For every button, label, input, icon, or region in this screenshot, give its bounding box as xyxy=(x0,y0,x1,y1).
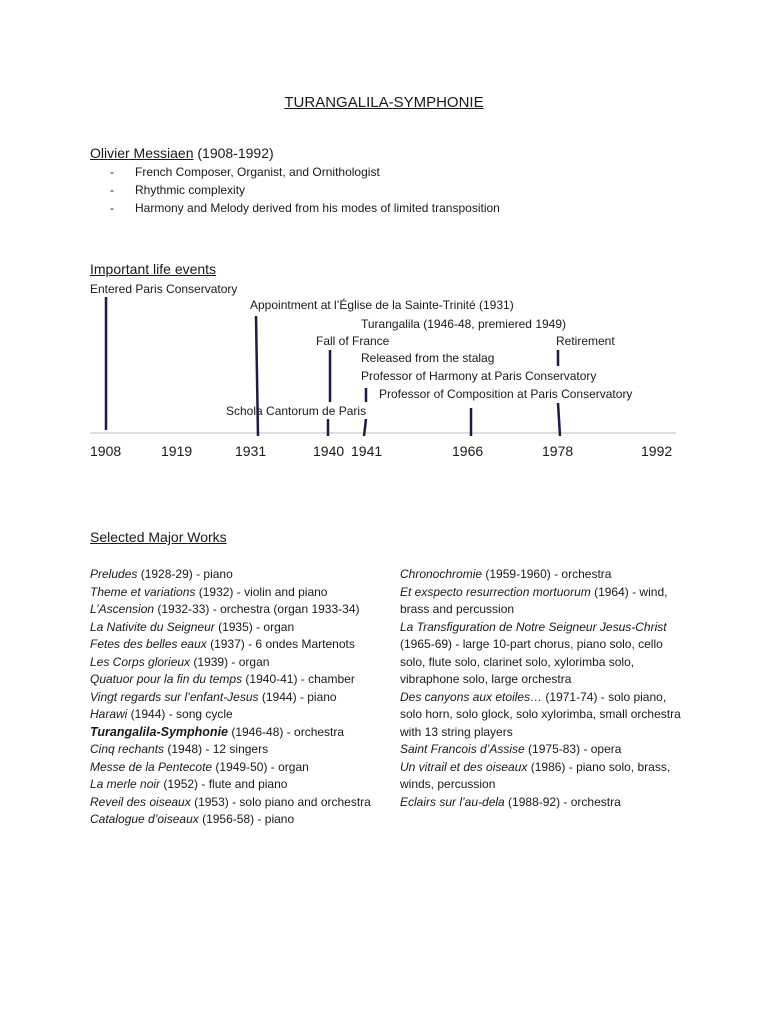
bullet-item: - Rhythmic complexity xyxy=(110,183,246,197)
work-details: (1986) - piano solo, brass, winds, percussion xyxy=(400,759,671,791)
marker-1978 xyxy=(558,403,560,436)
work-title: Reveil des oiseaux xyxy=(90,794,191,809)
work-title: L’Ascension xyxy=(90,602,155,616)
works-heading: Selected Major Works xyxy=(90,529,227,545)
work-details: (1953) - solo piano and orchestra xyxy=(190,794,371,809)
work-item xyxy=(90,776,380,794)
event-label-retirement: Retirement xyxy=(556,334,615,348)
work-details: (1946-48) - orchestra xyxy=(228,724,345,739)
page-title: TURANGALILA-SYMPHONIE xyxy=(284,94,484,111)
work-title: Turangalila-Symphonie xyxy=(90,724,228,739)
work-title: La merle noir xyxy=(90,777,161,791)
work-title: Theme et variations xyxy=(90,584,196,599)
work-details: (1940-41) - chamber xyxy=(242,672,355,686)
work-item xyxy=(90,811,380,829)
work-title: Fetes des belles eaux xyxy=(90,637,207,651)
work-item xyxy=(90,741,380,759)
work-item xyxy=(90,654,380,672)
year-label: 1966 xyxy=(452,443,484,459)
work-title: Les Corps glorieux xyxy=(90,654,191,669)
work-item xyxy=(400,794,684,812)
work-details: (1949-50) - organ xyxy=(212,759,309,774)
work-item xyxy=(400,689,684,742)
event-label-harmony: Professor of Harmony at Paris Conservatory xyxy=(361,369,597,383)
work-details: (1975-83) - opera xyxy=(524,742,622,756)
work-details: (1932-33) - orchestra (organ 1933-34) xyxy=(154,602,360,616)
event-label-trinite: Appointment at l’Église de la Sainte-Trinité (1931) xyxy=(250,298,514,312)
work-title: Cinq rechants xyxy=(90,742,165,756)
work-title: Catalogue d’oiseaux xyxy=(90,812,199,826)
life-events-heading: Important life events xyxy=(90,261,217,277)
marker-1931 xyxy=(256,316,258,436)
work-details: (1932) - violin and piano xyxy=(195,584,328,599)
work-details: (1944) - song cycle xyxy=(127,707,233,721)
work-item xyxy=(90,601,380,619)
year-label: 1941 xyxy=(351,443,383,459)
work-title: Des canyons aux etoiles… xyxy=(400,689,543,704)
work-title: Saint Francois d’Assise xyxy=(400,742,525,756)
work-item xyxy=(400,619,684,689)
work-details: (1965-69) - large 10-part chorus, piano solo, cello solo, flute solo, clarinet solo, xylorimba solo, vibraphone solo, large orchestra xyxy=(400,637,663,686)
composer-dates: (1908-1992) xyxy=(197,145,274,161)
event-label-fall-of-france: Fall of France xyxy=(316,334,390,348)
work-details: (1935) - organ xyxy=(214,619,295,634)
year-label: 1978 xyxy=(542,443,574,459)
work-title: Vingt regards sur l’enfant-Jesus xyxy=(90,689,259,704)
work-details: (1948) - 12 singers xyxy=(164,742,269,756)
work-title: La Transfiguration de Notre Seigneur Jesus-Christ xyxy=(400,619,667,634)
work-details: (1988-92) - orchestra xyxy=(504,794,621,809)
work-title: Preludes xyxy=(90,567,138,581)
year-label: 1919 xyxy=(161,443,193,459)
work-details: (1971-74) - solo piano, solo horn, solo glock, solo xylorimba, small orchestra with 13 string players xyxy=(400,689,681,739)
work-title: Harawi xyxy=(90,707,128,721)
work-title: Et exspecto resurrection mortuorum xyxy=(400,584,591,599)
work-title: Chronochromie xyxy=(400,567,483,581)
work-item xyxy=(90,794,380,812)
bullet-item: - Harmony and Melody derived from his modes of limited transposition xyxy=(110,201,500,215)
year-label: 1940 xyxy=(313,443,345,459)
year-label: 1992 xyxy=(641,443,673,459)
event-label-turangalila: Turangalila (1946-48, premiered 1949) xyxy=(361,317,567,331)
work-item xyxy=(90,636,380,654)
work-title: Quatuor pour la fin du temps xyxy=(90,672,243,686)
work-item xyxy=(400,759,684,794)
work-item xyxy=(400,584,684,619)
work-details: (1937) - 6 ondes Martenots xyxy=(206,637,355,651)
work-item xyxy=(90,724,380,742)
composer-name: Olivier Messiaen xyxy=(90,145,194,161)
work-details: (1944) - piano xyxy=(258,689,337,704)
work-details: (1939) - organ xyxy=(190,654,270,669)
event-label-schola: Schola Cantorum de Paris xyxy=(226,404,367,418)
works-list-right xyxy=(400,566,684,811)
work-item xyxy=(90,706,380,724)
work-item xyxy=(90,584,380,602)
work-details: (1928-29) - piano xyxy=(137,567,233,581)
work-item xyxy=(90,759,380,777)
bullet-item: - French Composer, Organist, and Ornithologist xyxy=(110,165,380,179)
work-item xyxy=(90,566,380,584)
event-label-stalag: Released from the stalag xyxy=(361,351,495,365)
work-item xyxy=(90,689,380,707)
work-item xyxy=(400,741,684,759)
work-title: Messe de la Pentecote xyxy=(90,759,213,774)
works-list-left xyxy=(90,566,380,829)
work-title: Un vitrail et des oiseaux xyxy=(400,759,528,774)
work-details: (1964) - wind, brass and percussion xyxy=(400,584,668,616)
work-item xyxy=(90,619,380,637)
event-label-composition: Professor of Composition at Paris Conservatory xyxy=(379,387,633,401)
work-item xyxy=(90,671,380,689)
work-details: (1952) - flute and piano xyxy=(160,777,288,791)
work-title: La Nativite du Seigneur xyxy=(90,619,215,634)
work-item xyxy=(400,566,684,584)
work-details: (1956-58) - piano xyxy=(198,812,295,826)
work-title: Eclairs sur l’au-dela xyxy=(400,794,505,809)
year-label: 1908 xyxy=(90,443,122,459)
year-label: 1931 xyxy=(235,443,267,459)
event-label-conservatory: Entered Paris Conservatory xyxy=(90,282,238,296)
work-details: (1959-1960) - orchestra xyxy=(482,567,612,581)
